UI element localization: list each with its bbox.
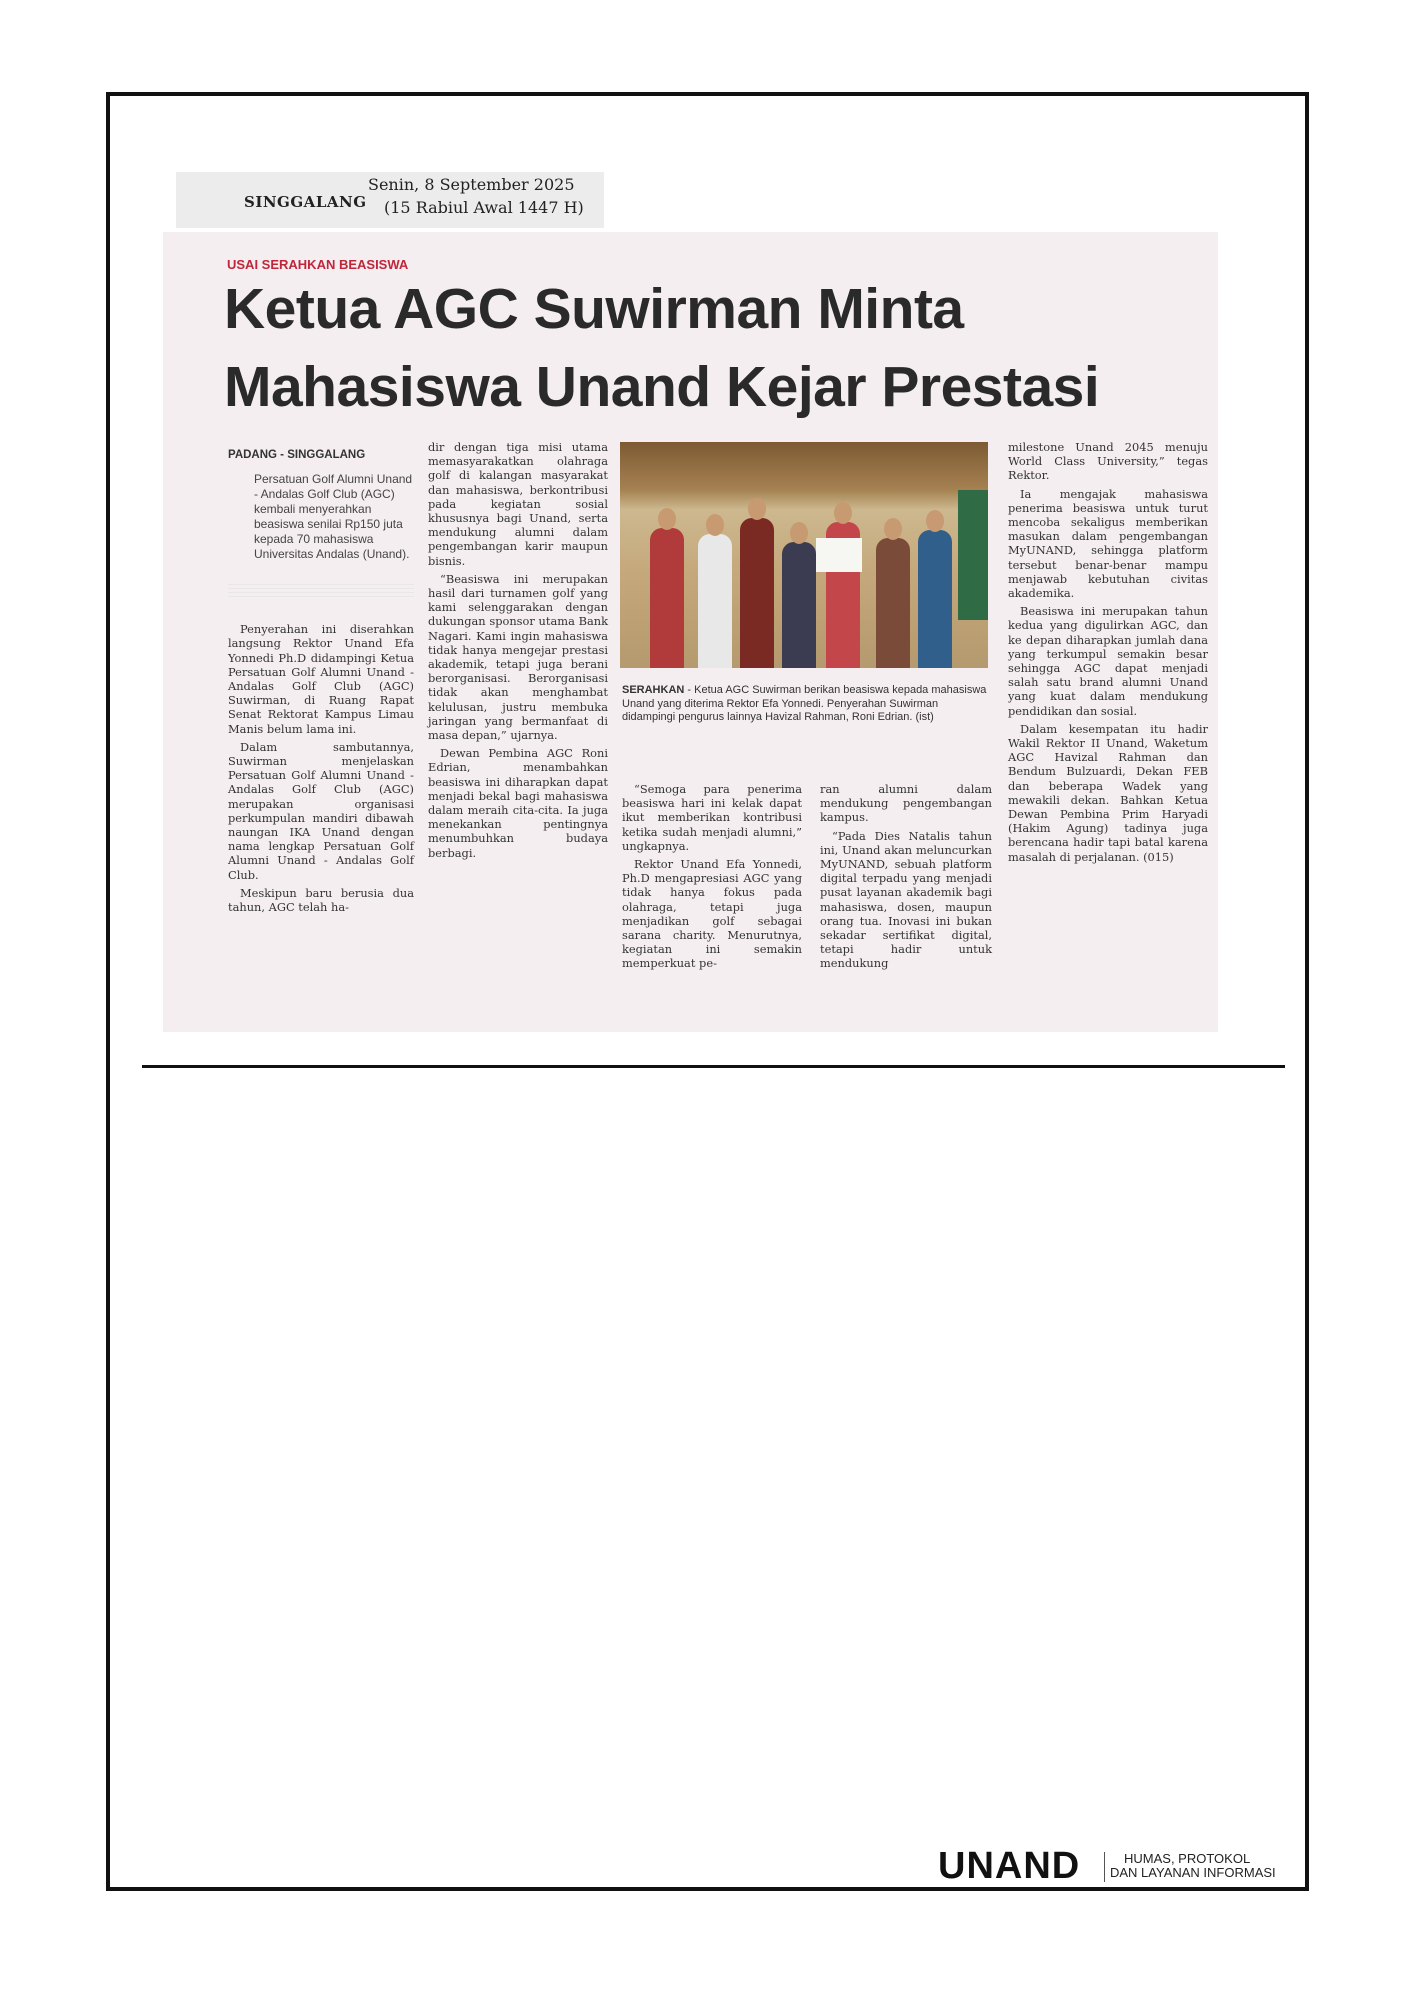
paragraph: Meskipun baru berusia dua tahun, AGC telah ha-	[228, 885, 414, 915]
photo-person	[698, 534, 732, 668]
photo-person	[876, 538, 910, 668]
newspaper-name: SINGGALANG	[244, 193, 367, 211]
article-column-2	[428, 440, 608, 864]
paragraph: “Pada Dies Natalis tahun ini, Unand akan meluncurkan MyUNAND, sebuah platform digital terpadu yang menjadi pusat layanan akademik bagi mahasiswa, dosen, maupun orang tua. Inovasi ini bukan sekadar sertifikat digital, tetapi hadir untuk mendukung	[820, 828, 992, 971]
article-column-3	[622, 782, 802, 975]
photo-person-head	[706, 514, 724, 536]
logo-subtitle-1: HUMAS, PROTOKOL	[1124, 1851, 1251, 1866]
photo-person-head	[884, 518, 902, 540]
photo-person	[918, 530, 952, 668]
photo-person-head	[834, 502, 852, 524]
certificate-board	[816, 538, 862, 572]
photo-green-panel	[958, 490, 988, 620]
caption-label: SERAHKAN	[622, 684, 685, 696]
paragraph: Dalam sambutannya, Suwirman menjelaskan Persatuan Golf Alumni Unand - Andalas Golf Club (AGC) merupakan organisasi perkumpulan mandiri dibawah naungan IKA Unand dengan nama lengkap Persatuan Golf Alumni Unand - Andalas Golf Club.	[228, 739, 414, 882]
paragraph: Rektor Unand Efa Yonnedi, Ph.D mengapresiasi AGC yang tidak hanya fokus pada olahraga, tetapi juga menjadikan golf sebagai sarana charity. Menurutnya, kegiatan ini semakin memperkuat pe-	[622, 857, 802, 971]
article-column-5	[1008, 440, 1208, 868]
photo-person	[740, 518, 774, 668]
paragraph: Dalam kesempatan itu hadir Wakil Rektor II Unand, Waketum AGC Havizal Rahman dan Bendum Bulzuardi, Dekan FEB dan beberapa Wadek yang mewakili dekan. Bahkan Ketua Dewan Pembina Prim Haryadi (Hakim Agung) tadinya juga berencana hadir tapi batal karena masalah di perjalanan. (015)	[1008, 721, 1208, 864]
article-kicker: USAI SERAHKAN BEASISWA	[227, 257, 409, 272]
article-dateline: PADANG - SINGGALANG	[228, 449, 366, 461]
paragraph: milestone Unand 2045 menuju World Class University,” tegas Rektor.	[1008, 440, 1208, 483]
paragraph: Beasiswa ini merupakan tahun kedua yang digulirkan AGC, dan ke depan diharapkan jumlah dana yang terkumpul semakin besar sehingga AGC dapat menjadi salah satu brand alumni Unand yang kuat dalam mendukung pendidikan dan sosial.	[1008, 604, 1208, 718]
article-column-4	[820, 782, 992, 975]
unand-logo: UNAND	[938, 1845, 1081, 1887]
bleed-through-text	[228, 584, 414, 598]
hijri-date: (15 Rabiul Awal 1447 H)	[384, 198, 584, 217]
headline-line-2: Mahasiswa Unand Kejar Prestasi	[224, 355, 1100, 419]
paragraph: Ia mengajak mahasiswa penerima beasiswa untuk turut mencoba sekaligus memberikan masukan dalam pengembangan MyUNAND, sehingga platform tersebut benar-benar mampu menjawab kebutuhan civitas akademika.	[1008, 486, 1208, 601]
photo-person-head	[926, 510, 944, 532]
photo-person-head	[790, 522, 808, 544]
article-lead: Persatuan Golf Alumni Unand - Andalas Golf Club (AGC) kembali menyerahkan beasiswa senilai Rp150 juta kepada 70 mahasiswa Universitas Andalas (Unand).	[254, 472, 413, 562]
photo-caption	[622, 684, 988, 725]
section-divider	[142, 1065, 1285, 1068]
photo-person	[650, 528, 684, 668]
logo-subtitle-2: DAN LAYANAN INFORMASI	[1110, 1865, 1276, 1880]
photo-curtain	[620, 442, 988, 490]
paragraph: Dewan Pembina AGC Roni Edrian, menambahkan beasiswa ini diharapkan dapat menjadi bekal bagi mahasiswa dalam meraih cita-cita. Ia juga menekankan pentingnya menumbuhkan budaya berbagi.	[428, 746, 608, 860]
paragraph: dir dengan tiga misi utama memasyarakatkan olahraga golf di kalangan masyarakat dan mahasiswa, berkontribusi pada kegiatan sosial khususnya bagi Unand, serta mendukung alumni dalam pengembangan karir maupun bisnis.	[428, 440, 608, 568]
article-photo	[620, 442, 988, 668]
logo-divider	[1104, 1852, 1105, 1882]
photo-person	[782, 542, 816, 668]
paragraph: “Semoga para penerima beasiswa hari ini kelak dapat ikut memberikan kontribusi ketika sudah menjadi alumni,” ungkapnya.	[622, 782, 802, 853]
article-column-1	[228, 448, 414, 918]
paragraph: “Beasiswa ini merupakan hasil dari turnamen golf yang kami selenggarakan dengan dukungan sponsor utama Bank Nagari. Kami ingin mahasiswa tidak hanya mengejar prestasi akademik, tetapi juga berani berorganisasi. Berorganisasi tidak akan menghambat kelulusan, justru membuka jaringan yang bermanfaat di masa depan,” ujarnya.	[428, 571, 608, 743]
caption-text: - Ketua AGC Suwirman berikan beasiswa kepada mahasiswa Unand yang diterima Rektor Efa Yonnedi. Penyerahan Suwirman didampingi pengurus lainnya Havizal Rahman, Roni Edrian. (ist)	[622, 684, 987, 723]
paragraph: Penyerahan ini diserahkan langsung Rektor Unand Efa Yonnedi Ph.D didampingi Ketua Persatuan Golf Alumni Unand - Andalas Golf Club (AGC) Suwirman, di Ruang Rapat Senat Rektorat Kampus Limau Manis belum lama ini.	[228, 622, 414, 736]
publication-date: Senin, 8 September 2025	[368, 175, 575, 194]
headline-line-1: Ketua AGC Suwirman Minta	[224, 277, 964, 341]
photo-person-head	[658, 508, 676, 530]
photo-person-head	[748, 498, 766, 520]
paragraph: ran alumni dalam mendukung pengembangan kampus.	[820, 782, 992, 825]
